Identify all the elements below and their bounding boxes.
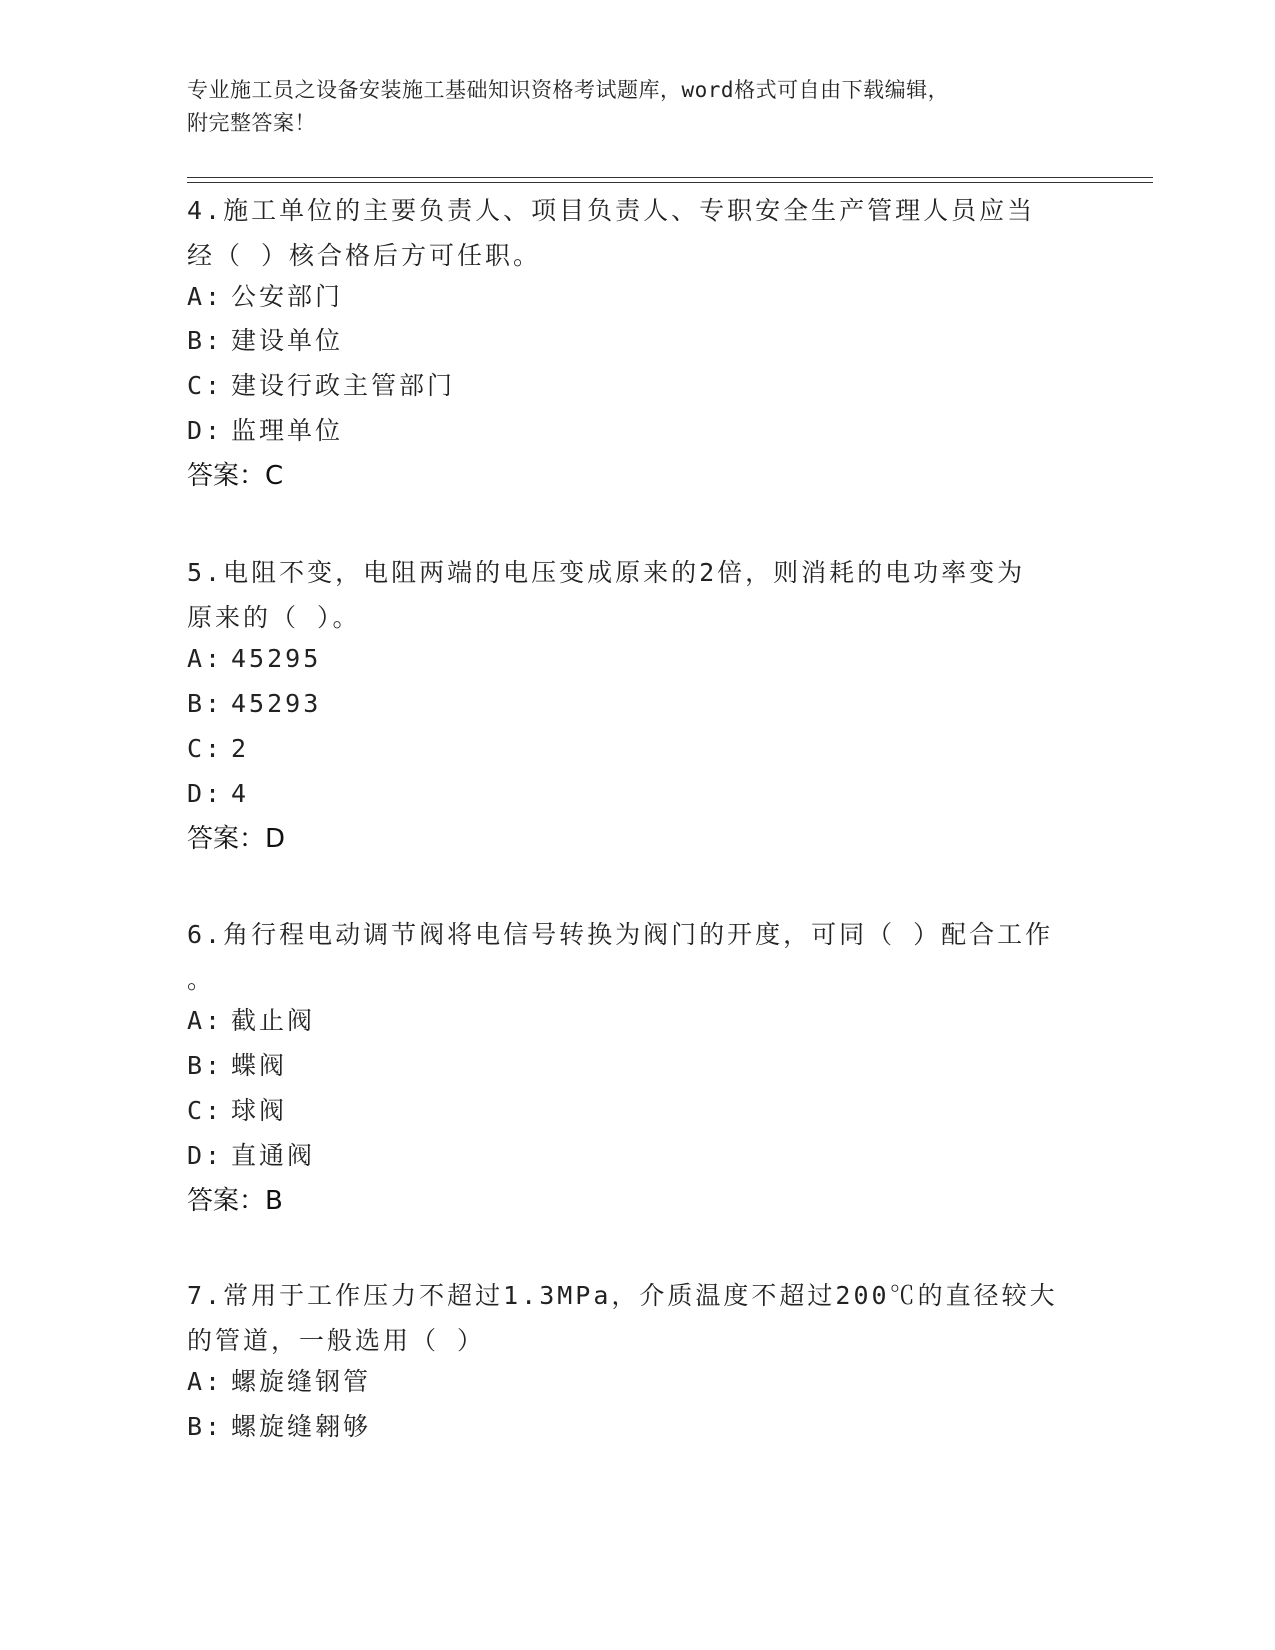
option-text: 蝶阀 — [231, 1051, 288, 1080]
option-letter: A: — [187, 1367, 224, 1396]
question-6-answer: 答案：B — [187, 1186, 283, 1216]
question-4-text — [187, 188, 1087, 278]
option-text: 螺旋缝翱够 — [231, 1412, 372, 1441]
option-text: 螺旋缝钢管 — [231, 1367, 372, 1396]
header-line-1: 专业施工员之设备安装施工基础知识资格考试题库，word格式可自由下载编辑， — [187, 78, 950, 102]
question-5-option-b — [187, 688, 321, 720]
option-letter: A: — [187, 644, 224, 673]
option-letter: C: — [187, 371, 224, 400]
question-7-line-1: 7.常用于工作压力不超过1.3MPa，介质温度不超过200℃的直径较大 — [187, 1281, 1058, 1310]
question-5-option-c — [187, 733, 249, 765]
question-7-line-2: 的管道，一般选用（ ） — [187, 1326, 486, 1355]
header-divider-top — [187, 177, 1153, 178]
option-text: 监理单位 — [231, 416, 344, 445]
option-letter: B: — [187, 326, 224, 355]
option-letter: C: — [187, 734, 224, 763]
question-5-option-a — [187, 643, 321, 675]
option-letter: A: — [187, 1006, 224, 1035]
question-4-option-d — [187, 415, 343, 447]
question-4-option-a — [187, 281, 343, 313]
question-5-line-2: 原来的（ ）。 — [187, 603, 361, 632]
question-5-line-1: 5.电阻不变，电阻两端的电压变成原来的2倍，则消耗的电功率变为 — [187, 558, 1026, 587]
option-text: 公安部门 — [231, 282, 344, 311]
question-6-line-2: 。 — [187, 965, 216, 994]
option-letter: B: — [187, 689, 224, 718]
question-4-line-2: 经（ ）核合格后方可任职。 — [187, 241, 542, 270]
question-4-line-1: 4.施工单位的主要负责人、项目负责人、专职安全生产管理人员应当 — [187, 196, 1036, 225]
question-6-option-b — [187, 1050, 287, 1082]
question-7-text — [187, 1273, 1087, 1363]
question-6-option-c — [187, 1095, 287, 1127]
question-6-option-a — [187, 1005, 315, 1037]
question-6-line-1: 6.角行程电动调节阀将电信号转换为阀门的开度，可同（ ）配合工作 — [187, 920, 1054, 949]
option-text: 直通阀 — [231, 1141, 316, 1170]
question-5-answer: 答案：D — [187, 824, 286, 854]
header-divider-bottom — [187, 182, 1153, 183]
option-letter: B: — [187, 1051, 224, 1080]
question-6-text — [187, 912, 1087, 1002]
question-4-option-c — [187, 370, 455, 402]
option-text: 2 — [231, 734, 250, 763]
option-letter: B: — [187, 1412, 224, 1441]
option-letter: C: — [187, 1096, 224, 1125]
header-line-2: 附完整答案！ — [187, 111, 316, 135]
document-header — [187, 74, 1067, 140]
option-text: 建设行政主管部门 — [231, 371, 456, 400]
question-7-option-a — [187, 1366, 371, 1398]
question-6-option-d — [187, 1140, 315, 1172]
question-4-option-b — [187, 325, 343, 357]
question-4-answer: 答案：C — [187, 461, 284, 491]
option-text: 45293 — [231, 689, 322, 718]
option-letter: D: — [187, 416, 224, 445]
option-text: 建设单位 — [231, 326, 344, 355]
option-text: 4 — [231, 779, 250, 808]
question-5-text — [187, 550, 1087, 640]
option-text: 球阀 — [231, 1096, 288, 1125]
option-letter: D: — [187, 779, 224, 808]
option-text: 45295 — [231, 644, 322, 673]
option-letter: D: — [187, 1141, 224, 1170]
question-7-option-b — [187, 1411, 371, 1443]
option-letter: A: — [187, 282, 224, 311]
question-5-option-d — [187, 778, 249, 810]
option-text: 截止阀 — [231, 1006, 316, 1035]
